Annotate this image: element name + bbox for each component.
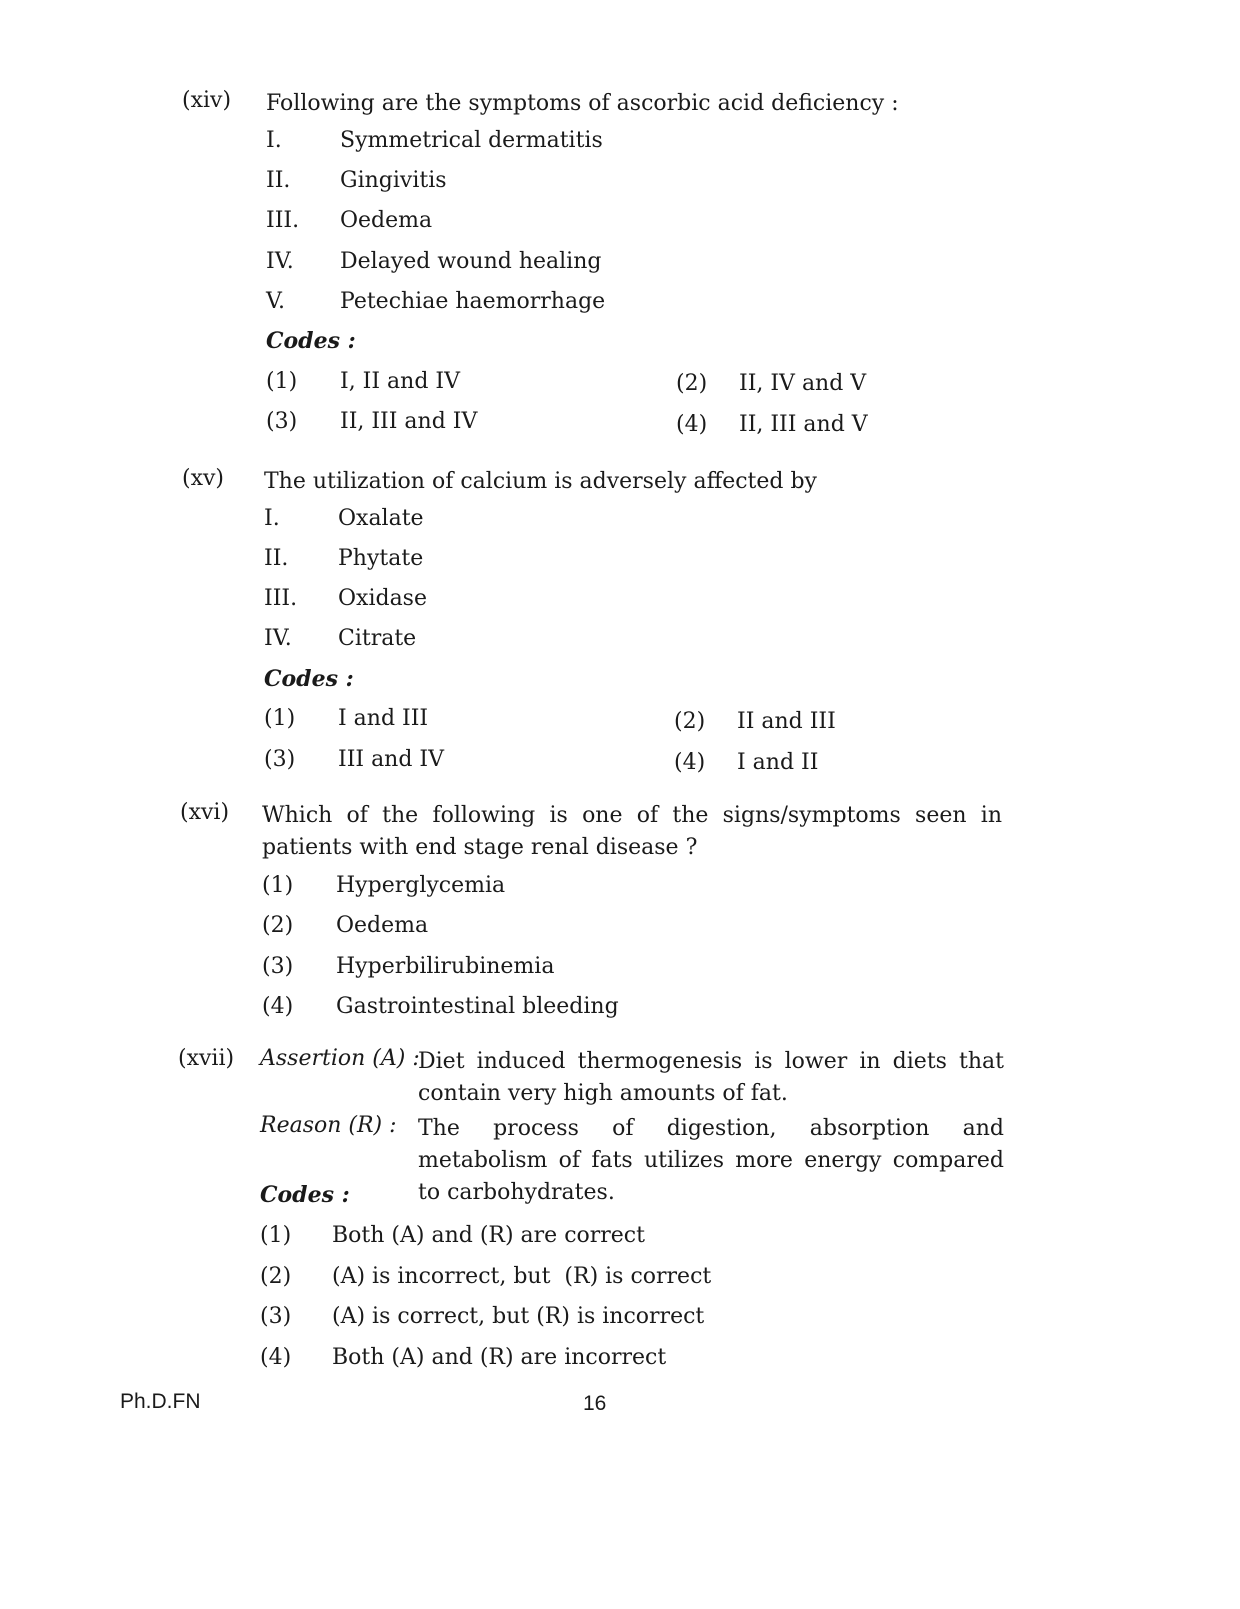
item-number: I.	[266, 128, 282, 153]
option-text: Oedema	[336, 913, 429, 938]
option-number: (4)	[262, 994, 294, 1019]
question-stem: Following are the symptoms of ascorbic acid deficiency :	[266, 91, 899, 116]
item-number: III.	[264, 586, 298, 611]
option-text: II, IV and V	[739, 371, 867, 396]
reason-label: Reason (R) :	[260, 1113, 397, 1138]
assertion-label: Assertion (A) :	[260, 1046, 420, 1071]
assertion-text: Diet induced thermogenesis is lower in diets that contain very high amounts of fat.	[418, 1049, 1004, 1106]
codes-label: Codes :	[266, 328, 356, 354]
option-text: (A) is incorrect, but (R) is correct	[332, 1264, 712, 1289]
option-number: (2)	[676, 371, 708, 396]
question-stem: Which of the following is one of the signs/symptoms seen in patients with end stage renal disease ?	[262, 803, 1002, 860]
item-text: Oxalate	[338, 506, 424, 531]
option-text: I, II and IV	[340, 369, 460, 394]
option-number: (2)	[260, 1264, 292, 1289]
item-number: IV.	[264, 626, 292, 651]
option-number: (4)	[260, 1345, 292, 1370]
question-stem: The utilization of calcium is adversely affected by	[264, 469, 817, 494]
option-text: Hyperglycemia	[336, 873, 506, 898]
item-text: Citrate	[338, 626, 417, 651]
option-number: (2)	[674, 709, 706, 734]
option-text: I and III	[338, 706, 429, 731]
option-number: (2)	[262, 913, 294, 938]
option-text: I and II	[737, 750, 819, 775]
option-text: Both (A) and (R) are correct	[332, 1223, 645, 1248]
option-number: (3)	[260, 1304, 292, 1329]
item-number: III.	[266, 208, 300, 233]
option-number: (1)	[260, 1223, 292, 1248]
option-text: Hyperbilirubinemia	[336, 954, 555, 979]
option-number: (3)	[266, 409, 298, 434]
option-number: (3)	[262, 954, 294, 979]
codes-label: Codes :	[260, 1182, 350, 1208]
item-text: Phytate	[338, 546, 424, 571]
option-text: II and III	[737, 709, 836, 734]
item-number: II.	[266, 168, 291, 193]
question-number: (xvii)	[178, 1046, 235, 1071]
option-number: (1)	[266, 369, 298, 394]
option-number: (1)	[262, 873, 294, 898]
option-number: (4)	[676, 412, 708, 437]
option-number: (4)	[674, 750, 706, 775]
option-number: (1)	[264, 706, 296, 731]
codes-label: Codes :	[264, 666, 354, 692]
item-text: Oxidase	[338, 586, 427, 611]
option-text: III and IV	[338, 747, 445, 772]
item-number: II.	[264, 546, 289, 571]
item-text: Petechiae haemorrhage	[340, 289, 606, 314]
item-text: Gingivitis	[340, 168, 447, 193]
option-text: II, III and V	[739, 412, 868, 437]
question-number: (xvi)	[180, 800, 230, 825]
item-text: Delayed wound healing	[340, 249, 602, 274]
question-number: (xiv)	[182, 88, 232, 113]
item-number: V.	[266, 289, 286, 314]
item-number: I.	[264, 506, 280, 531]
page-number: 16	[583, 1392, 607, 1415]
option-number: (3)	[264, 747, 296, 772]
option-text: Gastrointestinal bleeding	[336, 994, 619, 1019]
item-text: Oedema	[340, 208, 433, 233]
item-text: Symmetrical dermatitis	[340, 128, 603, 153]
item-number: IV.	[266, 249, 294, 274]
option-text: II, III and IV	[340, 409, 478, 434]
option-text: Both (A) and (R) are incorrect	[332, 1345, 667, 1370]
paper-code: Ph.D.FN	[120, 1390, 201, 1413]
question-number: (xv)	[182, 466, 225, 491]
option-text: (A) is correct, but (R) is incorrect	[332, 1304, 705, 1329]
reason-text: The process of digestion, absorption and metabolism of fats utilizes more energy compared to carbohydrates.	[418, 1116, 1004, 1205]
